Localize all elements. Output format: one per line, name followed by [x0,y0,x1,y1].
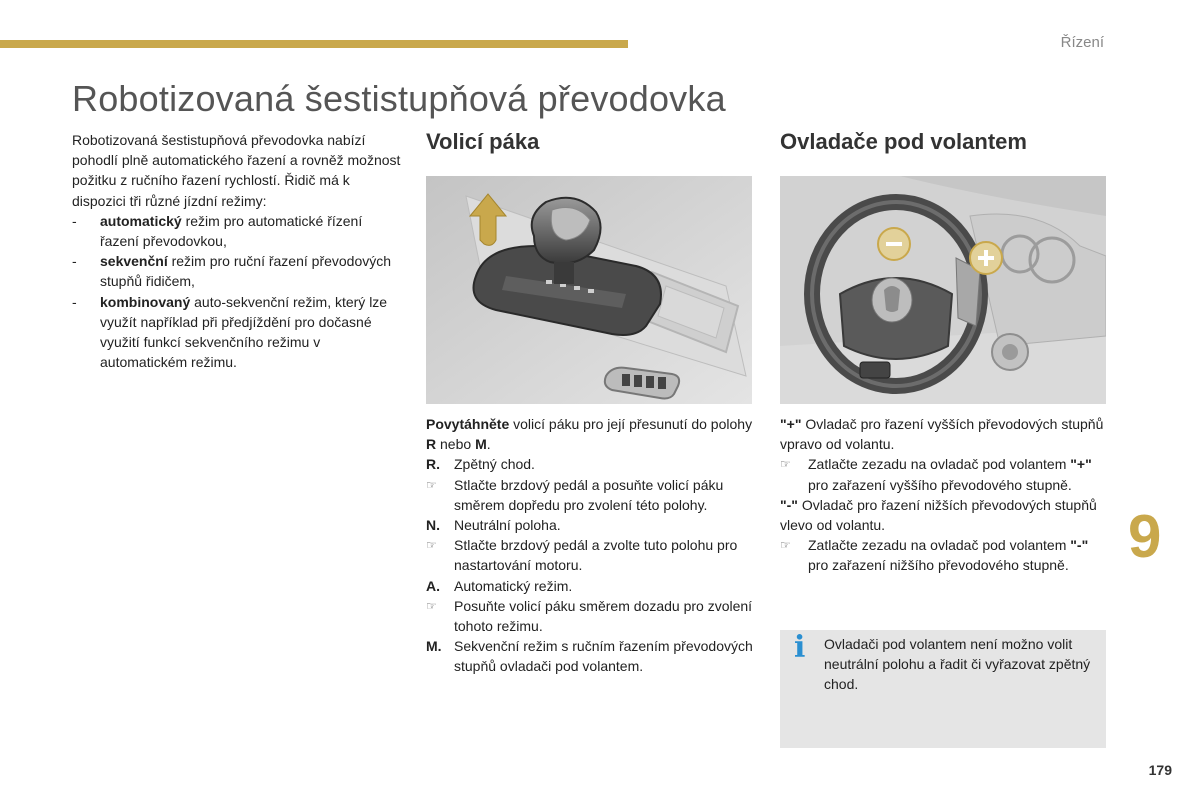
mode-a: A. Automatický režim. [426,577,573,594]
section-title: Řízení [1060,34,1104,51]
paddles-heading: Ovladače pod volantem [780,129,1027,154]
page-title: Robotizovaná šestistupňová převodovka [72,78,726,119]
lever-column [426,130,756,677]
plus-paddle-step: ☞ Zatlačte zezadu na ovladač pod volantem "+" pro zařazení vyššího převodového stupně. [780,456,1092,493]
info-icon: i [794,630,806,665]
steering-wheel-illustration [780,176,1106,404]
paddles-column [780,130,1106,576]
gear-lever-illustration [426,176,752,404]
mode-a-step: ☞ Posuňte volicí páku směrem dozadu pro zvolení tohoto režimu. [426,597,753,635]
page-number: 179 [1148,762,1172,778]
mode-name: automatický [100,212,182,229]
mode-m: M. Sekvenční režim s ručním řazením převodových stupňů ovladači pod volantem. [426,638,753,675]
mode-name: kombinovaný [100,293,191,310]
pointing-hand-icon: ☞ [780,457,791,472]
minus-paddle-step: ☞ Zatlačte zezadu na ovladač pod volantem "-" pro zařazení nižšího převodového stupně. [780,537,1089,574]
lever-heading: Volicí páka [426,129,540,154]
mode-n-step: ☞ Stlačte brzdový pedál a zvolte tuto polohu pro nastartování motoru. [426,537,738,574]
mode-list [72,211,402,373]
pointing-hand-icon: ☞ [426,538,437,553]
intro-paragraph: Robotizovaná šestistupňová převodovka nabízí pohodlí plně automatického řazení a rovněž možnost požitku z ručního řazení rychlostí. Řidič má k dispozici tři různé jízdní režimy: [72,132,401,209]
header-accent-bar [0,40,628,48]
mode-desc: auto-sekvenční režim, který lze využít například při předjíždění pro dočasné využití funkcí sekvenčního režimu v automatickém režimu. [100,293,388,371]
mode-r-step: ☞ Stlačte brzdový pedál a posuňte volicí páku směrem dopředu pro zvolení této polohy. [426,476,724,513]
minus-paddle-desc: "-" Ovladač pro řazení nižších převodových stupňů vlevo od volantu. [780,496,1097,534]
pointing-hand-icon: ☞ [780,538,791,553]
mode-r: R. Zpětný chod. [426,456,535,473]
chapter-number: 9 [1128,503,1162,570]
info-box [780,630,1106,748]
plus-paddle-desc: "+" Ovladač pro řazení vyšších převodových stupňů vpravo od volantu. [780,416,1104,453]
mode-desc: režim pro automatické řízení řazení převodovkou, [100,212,363,250]
intro-column [72,130,402,372]
mode-n: N. Neutrální poloha. [426,517,561,534]
mode-name: sekvenční [100,253,168,270]
lever-intro: Povytáhněte volicí páku pro její přesunutí do polohy R nebo M. [426,416,753,453]
mode-item: - kombinovaný auto-sekvenční režim, který lze využít například při předjíždění pro dočasné využití funkcí sekvenčního režimu v automatickém režimu. [72,293,388,371]
info-text: Ovladači pod volantem není možno volit neutrální polohu a řadit či vyřazovat zpětný chod. [824,636,1091,693]
pointing-hand-icon: ☞ [426,598,437,613]
mode-item: - automatický režim pro automatické řízení řazení převodovkou, [72,212,363,250]
pointing-hand-icon: ☞ [426,477,437,492]
steering-wheel-drawing [780,176,1106,404]
mode-desc: režim pro ruční řazení převodových stupňů řidičem, [100,253,392,290]
mode-item: - sekvenční režim pro ruční řazení převodových stupňů řidičem, [72,253,392,290]
gear-lever-drawing [426,176,752,404]
